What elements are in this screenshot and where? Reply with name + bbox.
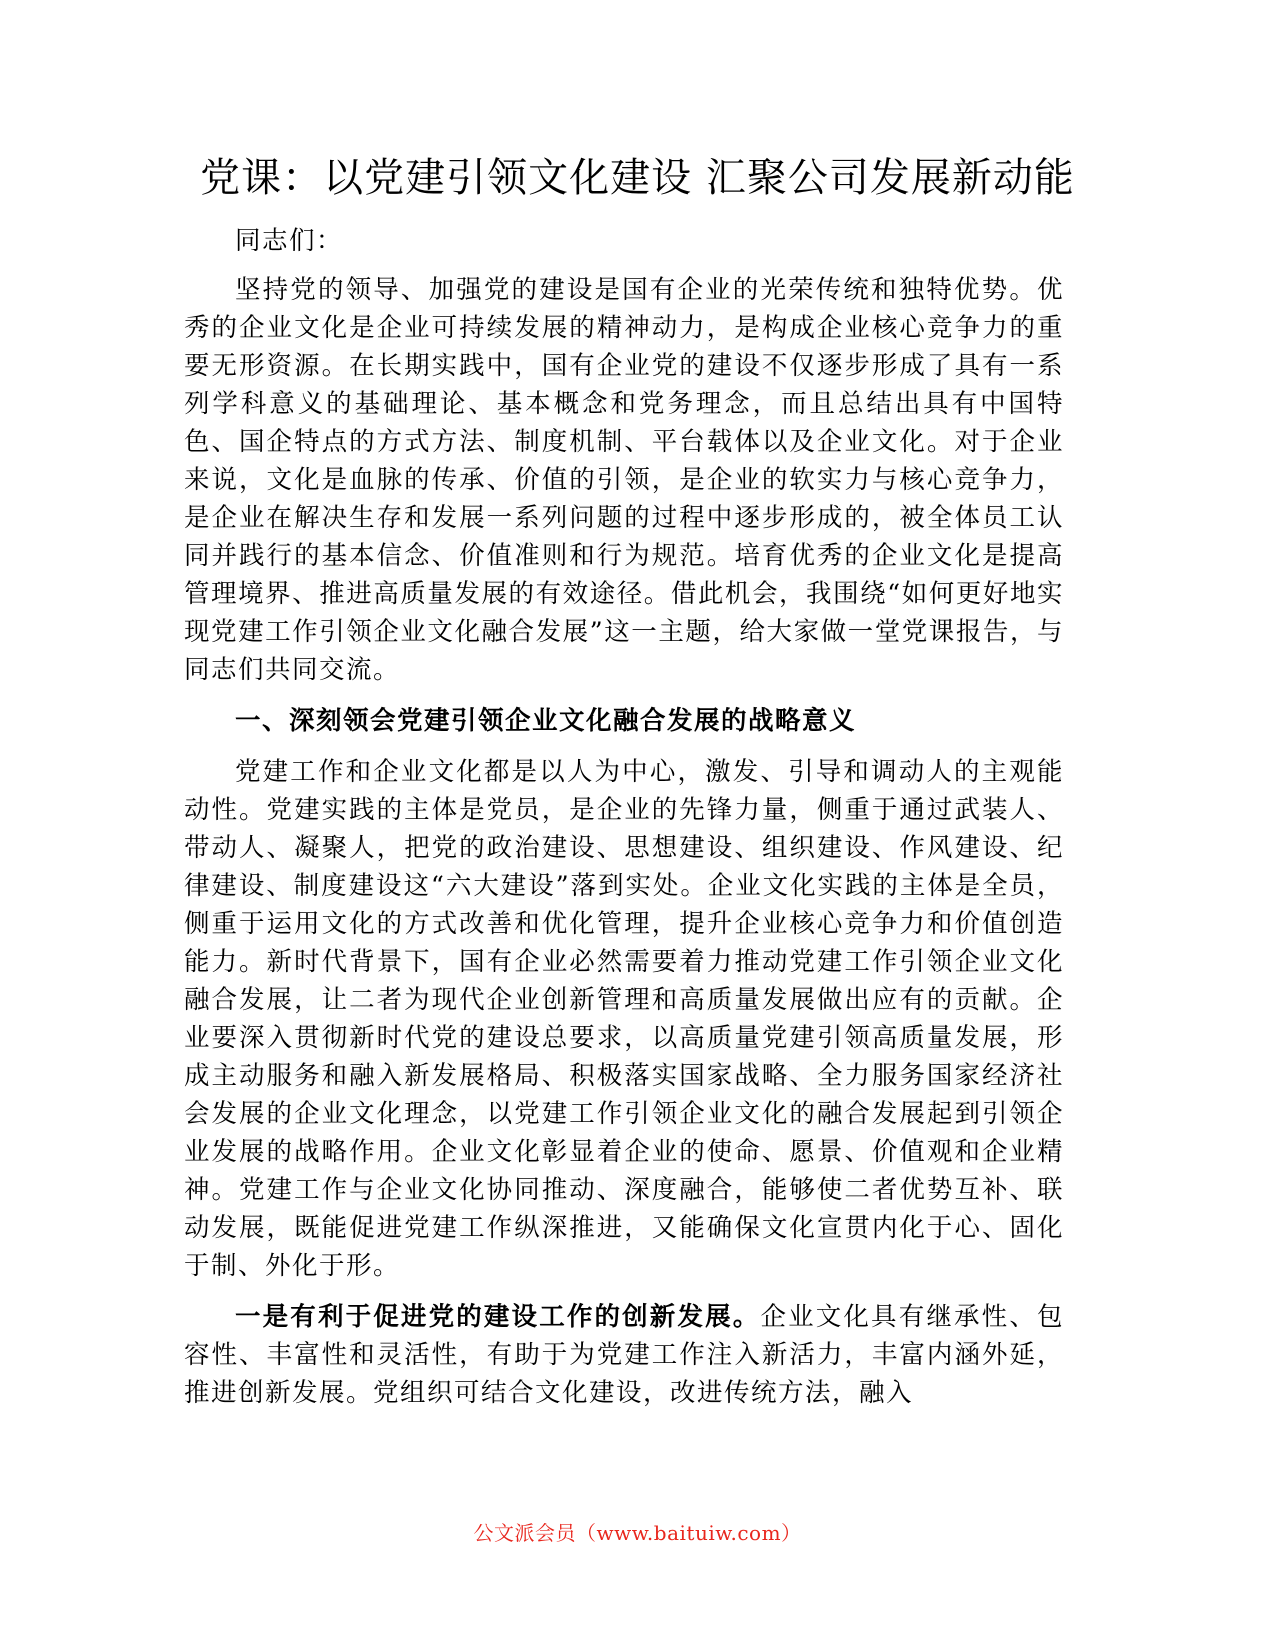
paragraph-intro: 坚持党的领导、加强党的建设是国有企业的光荣传统和独特优势。优秀的企业文化是企业可持续发展的精神动力，是构成企业核心竞争力的重要无形资源。在长期实践中，国有企业党的建设不仅逐步形成了具有一系列学科意义的基础理论、基本概念和党务理念，而且总结出具有中国特色、国企特点的方式方法、制度机制、平台载体以及企业文化。对于企业来说，文化是血脉的传承、价值的引领，是企业的软实力与核心竞争力，是企业在解决生存和发展一系列问题的过程中逐步形成的，被全体员工认同并践行的基本信念、价值准则和行为规范。培育优秀的企业文化是提高管理境界、推进高质量发展的有效途径。借此机会，我围绕“如何更好地实现党建工作引领企业文化融合发展”这一主题，给大家做一堂党课报告，与同志们共同交流。 bbox=[184, 275, 1064, 685]
document-body bbox=[184, 222, 1064, 1412]
section-heading-1: 一、深刻领会党建引领企业文化融合发展的战略意义 bbox=[235, 706, 857, 736]
paragraph-point-one-lead: 一是有利于促进党的建设工作的创新发展。 bbox=[235, 1302, 761, 1332]
document-title: 党课：以党建引领文化建设 汇聚公司发展新动能 bbox=[200, 155, 1075, 201]
paragraph-point-one bbox=[184, 1298, 1064, 1412]
footer-watermark-text: 公文派会员（www.baituiw.com） bbox=[473, 1521, 802, 1545]
paragraph-strategic-significance: 党建工作和企业文化都是以人为中心，激发、引导和调动人的主观能动性。党建实践的主体是党员，是企业的先锋力量，侧重于通过武装人、带动人、凝聚人，把党的政治建设、思想建设、组织建设、作风建设、纪律建设、制度建设这“六大建设”落到实处。企业文化实践的主体是全员，侧重于运用文化的方式改善和优化管理，提升企业核心竞争力和价值创造能力。新时代背景下，国有企业必然需要着力推动党建工作引领企业文化融合发展，让二者为现代企业创新管理和高质量发展做出应有的贡献。企业要深入贯彻新时代党的建设总要求，以高质量党建引领高质量发展，形成主动服务和融入新发展格局、积极落实国家战略、全力服务国家经济社会发展的企业文化理念，以党建工作引领企业文化的融合发展起到引领企业发展的战略作用。企业文化彰显着企业的使命、愿景、价值观和企业精神。党建工作与企业文化协同推动、深度融合，能够使二者优势互补、联动发展，既能促进党建工作纵深推进，又能确保文化宣贯内化于心、固化于制、外化于形。 bbox=[184, 757, 1064, 1281]
greeting: 同志们： bbox=[235, 226, 344, 256]
paragraph-point-one-text: 企业文化具有继承性、包容性、丰富性和灵活性，有助于为党建工作注入新活力，丰富内涵外延，推进创新发展。党组织可结合文化建设，改进传统方法，融入 bbox=[184, 1302, 1064, 1408]
